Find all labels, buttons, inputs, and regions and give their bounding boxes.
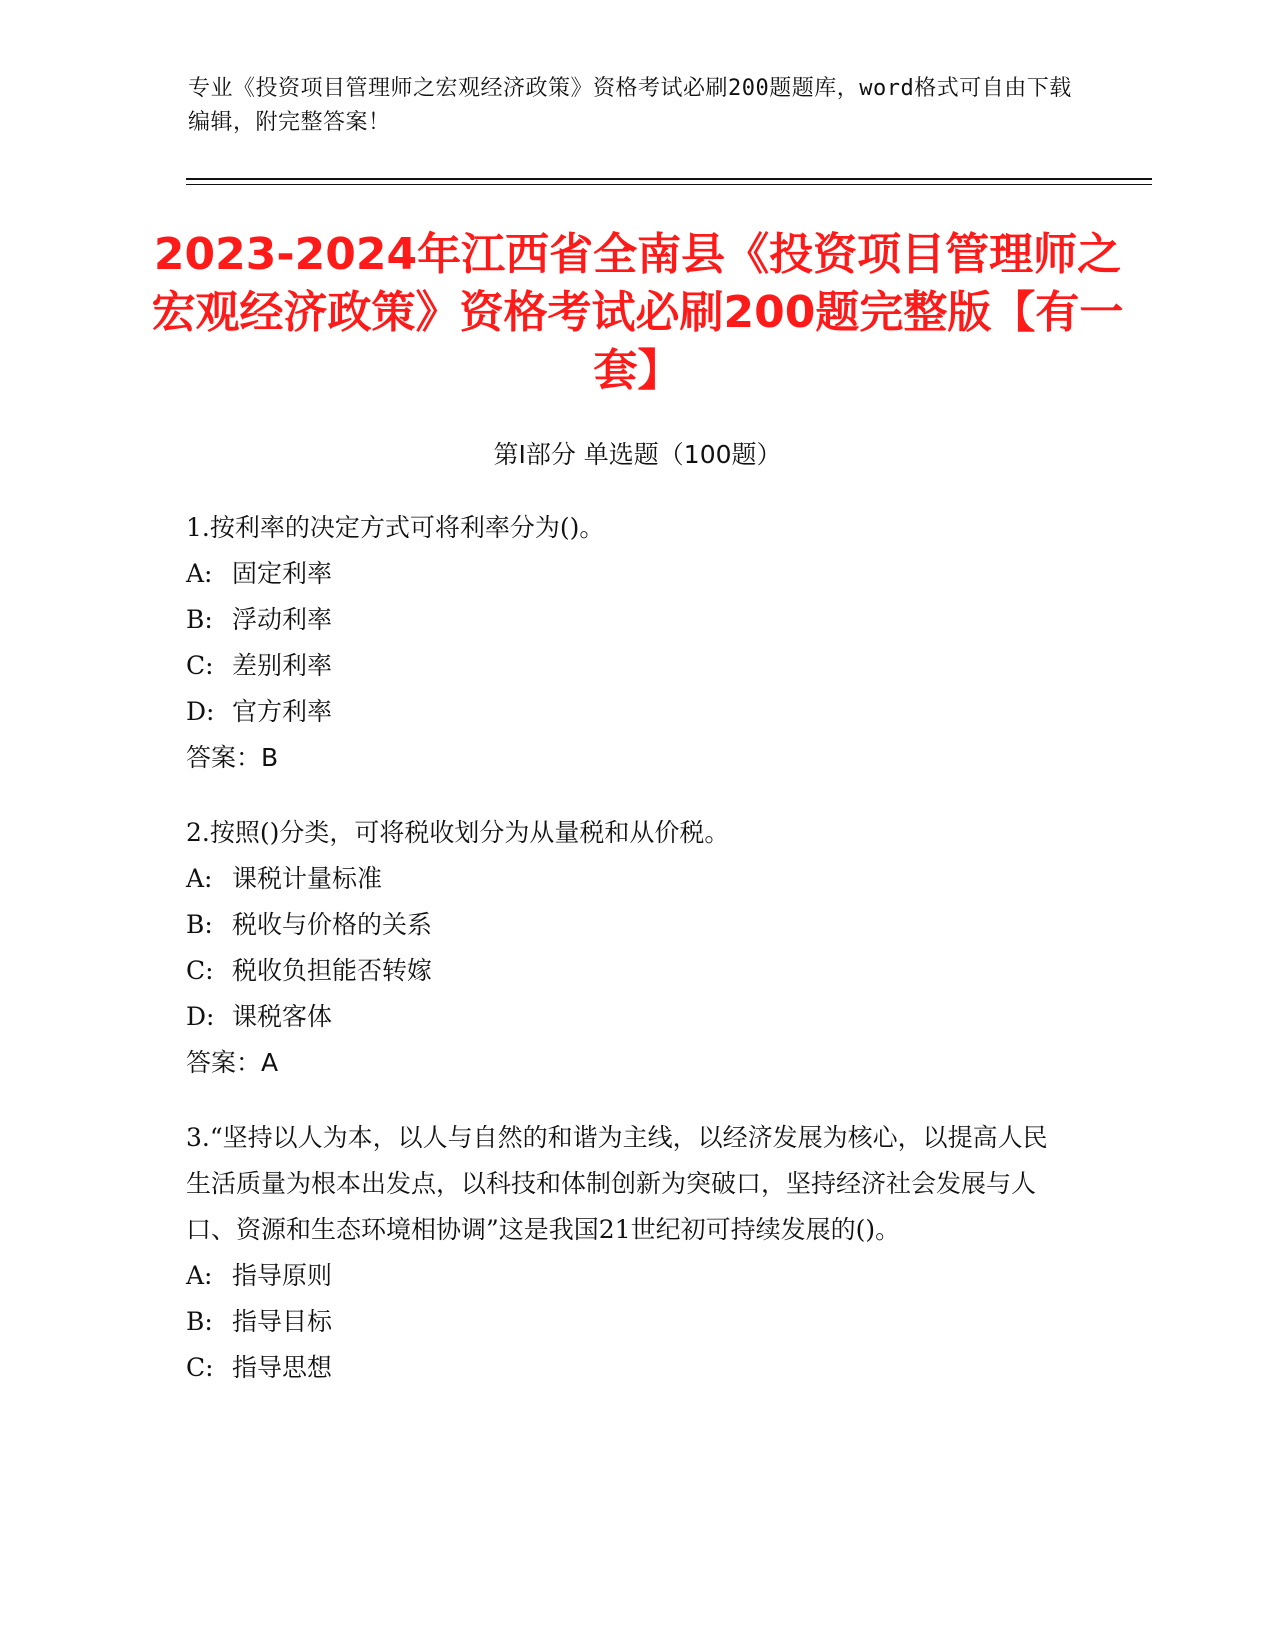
header-rule-thin — [186, 184, 1152, 185]
section-heading: 第Ⅰ部分 单选题（100题） — [493, 440, 782, 469]
option-letter: A: — [186, 1261, 213, 1290]
question-1 — [186, 505, 1086, 781]
question-stem: 2.按照()分类，可将税收划分为从量税和从价税。 — [186, 818, 730, 847]
option-text: 课税计量标准 — [232, 864, 383, 893]
option-letter: B: — [186, 1307, 213, 1336]
question-stem: 1.按利率的决定方式可将利率分为()。 — [186, 513, 605, 542]
option-text: 税收与价格的关系 — [232, 910, 433, 939]
option-text: 课税客体 — [232, 1002, 333, 1031]
option-c — [186, 948, 1086, 994]
option-letter: A: — [186, 864, 213, 893]
answer-value: A — [261, 1048, 279, 1077]
option-c — [186, 1345, 1066, 1391]
option-text: 税收负担能否转嫁 — [232, 956, 433, 985]
option-a — [186, 1253, 1066, 1299]
answer-line — [186, 735, 1086, 781]
answer-value: B — [261, 743, 279, 772]
question-3 — [186, 1115, 1066, 1391]
option-b — [186, 1299, 1066, 1345]
option-d — [186, 689, 1086, 735]
option-a — [186, 551, 1086, 597]
header-rule-thick — [186, 178, 1152, 180]
option-d — [186, 994, 1086, 1040]
option-text: 指导原则 — [232, 1261, 333, 1290]
option-text: 指导思想 — [232, 1353, 333, 1382]
option-text: 固定利率 — [232, 559, 333, 588]
option-letter: B: — [186, 605, 213, 634]
option-a — [186, 856, 1086, 902]
option-letter: D: — [186, 1002, 215, 1031]
option-letter: C: — [186, 651, 214, 680]
answer-label: 答案： — [186, 743, 262, 772]
option-c — [186, 643, 1086, 689]
option-letter: C: — [186, 1353, 214, 1382]
option-b — [186, 902, 1086, 948]
option-text: 差别利率 — [232, 651, 333, 680]
option-text: 指导目标 — [232, 1307, 333, 1336]
document-title: 2023-2024年江西省全南县《投资项目管理师之宏观经济政策》资格考试必刷200题完整版【有一套】 — [151, 229, 1124, 396]
option-text: 浮动利率 — [232, 605, 333, 634]
answer-line — [186, 1040, 1086, 1086]
header-note: 专业《投资项目管理师之宏观经济政策》资格考试必刷200题题库，word格式可自由下载编辑，附完整答案！ — [188, 76, 1072, 135]
question-stem: 3.“坚持以人为本，以人与自然的和谐为主线，以经济发展为核心，以提高人民生活质量为根本出发点，以科技和体制创新为突破口，坚持经济社会发展与人口、资源和生态环境相协调”这是我国21世纪初可持续发展的()。 — [186, 1123, 1048, 1244]
option-letter: B: — [186, 910, 213, 939]
option-letter: C: — [186, 956, 214, 985]
option-text: 官方利率 — [232, 697, 333, 726]
option-letter: A: — [186, 559, 213, 588]
option-letter: D: — [186, 697, 215, 726]
answer-label: 答案： — [186, 1048, 262, 1077]
option-b — [186, 597, 1086, 643]
question-2 — [186, 810, 1086, 1086]
